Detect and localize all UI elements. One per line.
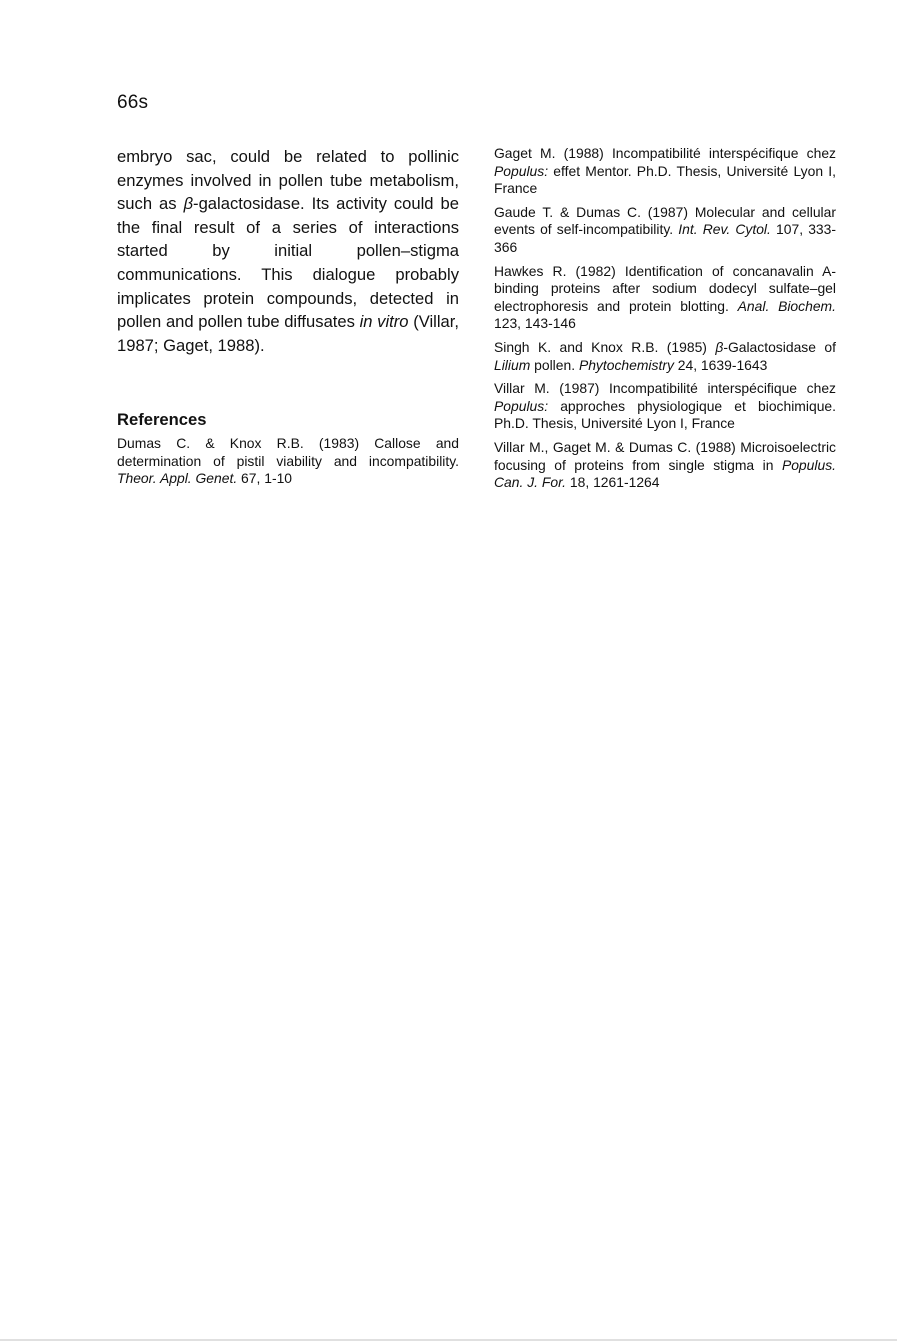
reference-text: -Galactosidase of (723, 338, 836, 355)
reference-italic: Anal. Biochem. (737, 297, 836, 314)
reference-text: Villar M. (1987) Incompatibilité interspécifique chez (494, 380, 836, 397)
references-heading: References (117, 410, 207, 429)
reference-text: 24, 1639-1643 (673, 356, 768, 373)
paragraph-text-mid: -galactosidase. Its activity could be the final result of a series of interactions started by initial pollen–stigma communications. This dialogue probably implicates protein compounds, detected in pollen and pollen tube diffusates (117, 194, 459, 332)
reference-text: pollen. (530, 356, 579, 373)
reference-italic: Populus: (494, 162, 549, 179)
reference-journal: Theor. Appl. Genet. (117, 470, 238, 487)
right-column (494, 145, 836, 498)
reference-text: Hawkes R. (1982) Identification of concanavalin A-binding proteins after sodium dodecyl sulfate–gel electrophoresis and protein blotting. (494, 262, 836, 314)
reference-item (494, 204, 836, 257)
reference-text: effet Mentor. Ph.D. Thesis, Université Lyon I, France (494, 162, 836, 197)
paragraph-text-post: (Villar, 1987; Gaget, 1988). (117, 312, 459, 355)
reference-text: Gaude T. & Dumas C. (1987) Molecular and cellular events of self-incompatibility. (494, 203, 836, 238)
beta-symbol: β (183, 194, 194, 214)
reference-text: Gaget M. (1988) Incompatibilité interspécifique chez (494, 145, 836, 161)
body-paragraph (117, 145, 459, 357)
reference-item (494, 380, 836, 433)
reference-italic: Phytochemistry (578, 356, 674, 373)
reference-italic: Populus. Can. J. For. (494, 456, 836, 491)
reference-italic: Populus: (494, 397, 549, 414)
reference-item (494, 145, 836, 198)
reference-item (494, 439, 836, 492)
reference-item (494, 339, 836, 374)
reference-tail: 67, 1-10 (237, 470, 293, 487)
paragraph-text-pre: embryo sac, could be related to pollinic enzymes involved in pollen tube metabolism, such as (117, 147, 459, 214)
reference-text: approches physiologique et biochimique. Ph.D. Thesis, Université Lyon I, France (494, 397, 836, 432)
reference-item (117, 435, 459, 488)
reference-text: Singh K. and Knox R.B. (1985) (494, 338, 716, 355)
reference-italic: β (715, 338, 724, 355)
reference-italic: Int. Rev. Cytol. (678, 221, 771, 238)
reference-text: Villar M., Gaget M. & Dumas C. (1988) Microisoelectric focusing of proteins from single stigma in (494, 438, 836, 473)
paragraph-italic: in vitro (359, 312, 409, 332)
left-column (117, 145, 459, 487)
page-number: 66s (117, 92, 149, 113)
left-reference-list (117, 435, 459, 494)
reference-text: Dumas C. & Knox R.B. (1983) Callose and determination of pistil viability and incompatibility. (117, 435, 459, 469)
reference-text: 123, 143-146 (494, 315, 576, 332)
reference-text: 107, 333-366 (494, 221, 836, 255)
reference-italic: Lilium (494, 356, 531, 373)
reference-item (494, 263, 836, 333)
reference-text: 18, 1261-1264 (566, 474, 660, 491)
